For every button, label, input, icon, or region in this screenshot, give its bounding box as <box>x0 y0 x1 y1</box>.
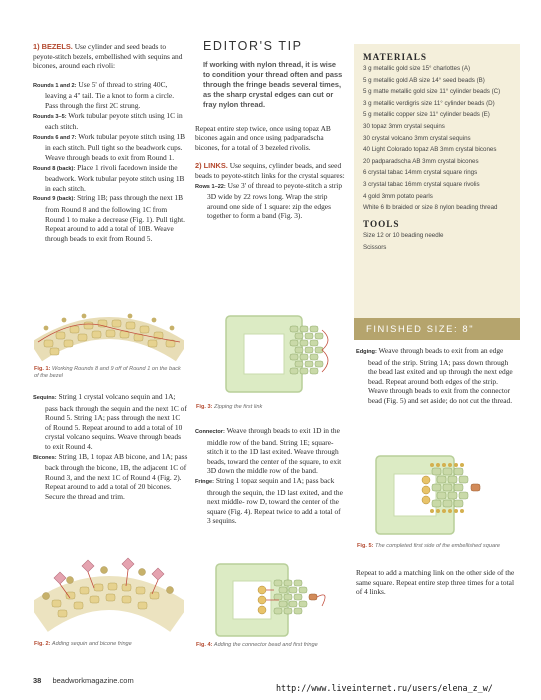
step-label: Round 8 (back): <box>33 165 76 172</box>
fringe-paragraph <box>195 476 345 526</box>
material-item <box>363 204 513 212</box>
material-item: 6 crystal tabac 14mm crystal square rings <box>363 169 478 177</box>
final-paragraph: Repeat to add a matching link on the other side of the same square. Repeat entire step three times for a total of 4 links. <box>356 568 515 597</box>
step-text: Work tubular peyote stitch using 1B in each stitch. Pull tight so the beadwork cups. Weave through beads to exit from Round 1. <box>45 131 185 162</box>
step-rounds-6-7 <box>33 132 188 163</box>
material-item: 4 gold 3mm potato pearls <box>363 192 433 200</box>
fig1-caption-text: Working Rounds 8 and 9 off of Round 1 on the back of the bezel <box>34 366 181 379</box>
fig2-caption <box>34 641 132 648</box>
links-paragraph <box>195 161 345 180</box>
fig4-illustration <box>212 560 342 640</box>
material-item: 20 padparadscha AB 3mm crystal bicones <box>363 157 479 165</box>
materials-heading: MATERIALS <box>363 52 427 62</box>
tools-heading: TOOLS <box>363 219 400 230</box>
tool-item: Scissors <box>363 243 387 251</box>
material-item-text: 3 g metallic verdigris size 11° cylinder beads (D) <box>363 99 495 107</box>
step-label: Rounds 1 and 2: <box>33 82 77 89</box>
editors-tip-body: If working with nylon thread, it is wise to condition your thread often and pass through the fringe beads several times, as the sharp crystal edges can cut or fray nylon thread. <box>203 59 343 109</box>
final-paragraph-block <box>356 568 516 606</box>
column-left <box>33 42 188 252</box>
material-item: 30 crystal volcano 3mm crystal sequins <box>363 134 471 142</box>
material-item <box>363 88 513 96</box>
material-item-text: 5 g matte metallic gold size 11° cylinder beads (C) <box>363 88 501 96</box>
material-item: 5 g metallic gold AB size 14° seed beads (B) <box>363 76 485 84</box>
step-text: String 1 crystal volcano sequin and 1A; pass back through the sequin and the next 1C of Round 5. String 1A; pass through the next 1C of Round 5. Repeat around to add a total of 10 crystal volcano sequins. Weave through beads to exit Round 4. <box>45 392 187 451</box>
fig1-illustration <box>34 312 184 364</box>
materials-panel-content <box>363 53 513 255</box>
sequins-paragraph <box>33 392 188 452</box>
bezels-intro: Use cylinder and seed beads to peyote-stitch bezels, embellished with sequins and bicones, around each rivoli: <box>33 42 183 71</box>
column-middle <box>195 39 345 230</box>
fig3-illustration <box>222 310 344 400</box>
repeat-paragraph: Repeat entire step twice, once using topaz AB bicones again and once using padparadscha bicones, for a total of 3 bezeled rivolis. <box>195 123 331 152</box>
step-round-8 <box>33 163 188 194</box>
material-item: 30 topaz 3mm crystal sequins <box>363 122 445 130</box>
footer-site: beadworkmagazine.com <box>52 676 134 685</box>
step-label: Rounds 3–5: <box>33 113 67 120</box>
finished-size-label: FINISHED SIZE: 8" <box>366 323 475 334</box>
step-text: Place 1 rivoli facedown inside the beadwork. Work tubular peyote stitch using 1B in each stitch. <box>45 162 185 193</box>
connector-paragraph <box>195 426 345 476</box>
materials-panel <box>354 44 520 339</box>
bezels-steps <box>33 80 188 244</box>
fig3-label: Fig. 3: <box>196 404 213 410</box>
fig5-caption-text: The completed first side of the embellished square <box>375 543 501 549</box>
watermark-url: http://www.liveinternet.ru/users/elena_z_w/ <box>276 683 493 693</box>
material-item: 3 g metallic gold size 15° charlottes (A) <box>363 65 471 72</box>
step-text: Weave through beads to exit from an edge bead of the strip. String 1A; pass down through the bead last exited and up through the next edge bead. Repeat around both edges of the strip. Weave through beads to exit from the connector bead (Fig. 5) and set aside; do not cut the thread. <box>368 346 513 405</box>
finished-size-bar <box>354 318 520 340</box>
fig2-caption-text: Adding sequin and bicone fringe <box>51 641 132 647</box>
materials-list <box>363 65 513 212</box>
material-item <box>363 100 513 108</box>
fig2-label: Fig. 2: <box>34 641 51 647</box>
fig5-caption <box>357 543 507 550</box>
page-number: 38 <box>33 676 42 685</box>
fig3-caption <box>196 404 262 411</box>
bezels-heading: 1) BEZELS. <box>33 42 73 51</box>
fig3-caption-text: Zipping the first link <box>214 404 263 410</box>
fig5-label: Fig. 5: <box>357 543 374 549</box>
fig4-label: Fig. 4: <box>196 642 213 648</box>
column-left-lower <box>33 392 188 511</box>
links-intro: Use sequins, cylinder beads, and seed beads to peyote-stitch links for the crystal squares: <box>195 161 345 180</box>
step-text: Work tubular peyote stitch using 1C in each stitch. <box>45 110 183 132</box>
fig4-caption-text: Adding the connector bead and first fringe <box>213 642 318 648</box>
fig4-caption <box>196 642 318 649</box>
fig1-label: Fig. 1: <box>34 366 51 372</box>
material-item <box>363 111 513 119</box>
step-label: Edging: <box>356 349 377 355</box>
edging-paragraph <box>356 346 519 406</box>
editors-tip-title: EDITOR'S TIP <box>203 39 303 53</box>
step-label: Connector: <box>195 429 225 435</box>
step-text: String 1 topaz sequin and 1A; pass back through the sequin, the 1D last exited, and the next middle- row D, toward the center of the square (Fig. 4). Repeat twice to add a total of 3 sequins. <box>207 475 343 526</box>
bezels-paragraph <box>33 42 188 71</box>
step-rounds-3-5 <box>33 111 188 132</box>
step-text: String 1B, 1 topaz AB bicone, and 1A; pass back through the bicone, 1B, the adjacent 1C of Round 3, and the next 1C of Round 4 (Fig. 2). Repeat around to add a total of 20 bicones. Secure the thread and trim. <box>45 451 188 501</box>
rows-paragraph <box>195 181 345 221</box>
tool-item: Size 12 or 10 beading needle <box>363 232 444 240</box>
column-middle-lower <box>195 426 345 535</box>
step-rounds-1-2 <box>33 80 188 111</box>
material-item <box>363 146 513 154</box>
step-text: String 1B; pass through the next 1B from Round 8 and the following 1C from Round 1 to make a decrease (Fig. 1). Pull tight. Repeat around to add a total of 10B. Weave through beads to exit from Round 5. <box>45 193 185 243</box>
material-item-text: White 6 lb braided or size 8 nylon beading thread <box>363 204 498 212</box>
material-item-text: 40 Light Colorado topaz AB 3mm crystal bicones <box>363 146 497 154</box>
step-label: Rounds 6 and 7: <box>33 134 77 141</box>
column-right-lower <box>356 346 519 415</box>
step-text: Use 5' of thread to string 40C, leaving a 4" tail. Tie a knot to form a circle. Pass through the first 2C strung. <box>45 79 175 110</box>
step-round-9 <box>33 193 188 243</box>
material-item: 3 crystal tabac 16mm crystal square rivolis <box>363 180 480 188</box>
step-text: Use 3' of thread to peyote-stitch a strip 3D wide by 22 rows long. Wrap the strip around one side of 1 square: zip the edges together to form a band (Fig. 3). <box>207 180 343 221</box>
material-item-text: 5 g metallic copper size 11° cylinder beads (E) <box>363 111 490 119</box>
fig1-caption <box>34 366 184 380</box>
bicones-paragraph <box>33 452 188 502</box>
step-label: Rows 1–22: <box>195 183 226 190</box>
step-text: Weave through beads to exit 1D in the middle row of the band. String 1E; square-stitch it to the 1D last exited. Weave through beads, toward the center of the square, to exit 3D down the middle row of the band. <box>207 426 342 476</box>
fig2-illustration <box>34 548 184 636</box>
page-footer <box>33 676 134 685</box>
step-label: Bicones: <box>33 454 57 461</box>
links-heading: 2) LINKS. <box>195 161 228 171</box>
step-label: Fringe: <box>195 478 214 485</box>
fig5-illustration <box>372 450 502 540</box>
step-label: Sequins: <box>33 395 57 401</box>
step-label: Round 9 (back): <box>33 196 76 203</box>
